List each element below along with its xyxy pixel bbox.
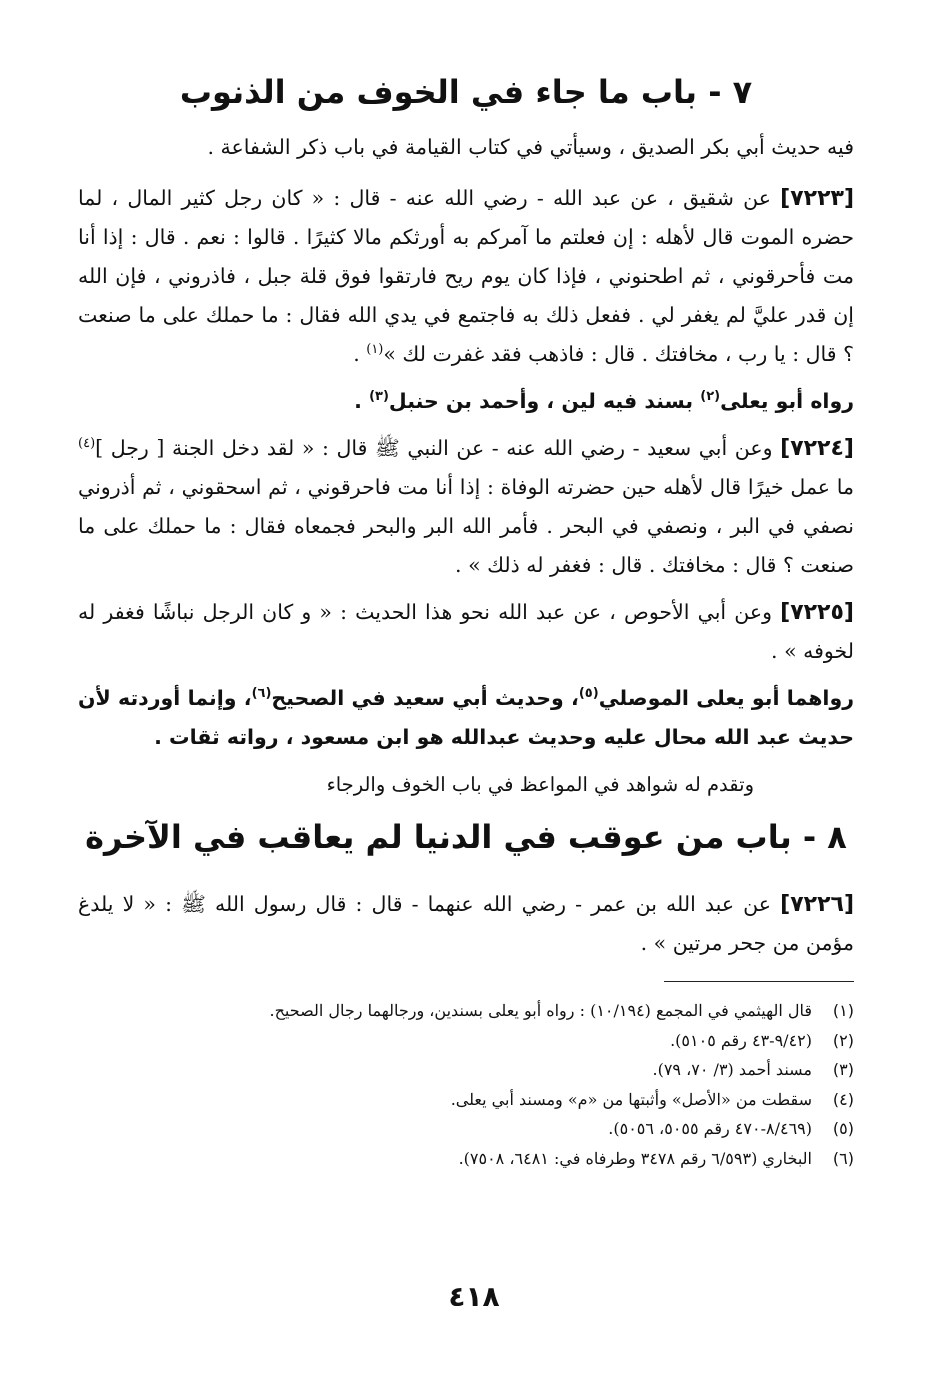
footnote — [78, 1114, 854, 1144]
hadith-number: [٧٢٢٥] — [780, 600, 854, 625]
footnote — [78, 996, 854, 1026]
footnote-divider-row — [78, 971, 854, 996]
hadith-number: [٧٢٢٣] — [780, 186, 854, 211]
footnote-number: (٦) — [832, 1148, 854, 1168]
footnote-ref: (٣) — [369, 389, 389, 405]
riwaya-text: ، وإنما أوردته لأن حديث عبد الله محال عليه وحديث عبدالله هو ابن مسعود ، رواته ثقات . — [78, 686, 854, 749]
footnote-ref: (١) — [366, 342, 384, 358]
hadith-text: وعن أبي سعيد - رضي الله عنه - عن النبي ﷺ قال : « لقد دخل الجنة [ رجل ] — [95, 436, 773, 460]
footnote — [78, 1055, 854, 1085]
footnote-number: (١) — [832, 1001, 854, 1020]
footnote-number: (٣) — [832, 1060, 854, 1079]
cross-reference-note: وتقدم له شواهد في المواعظ في باب الخوف والرجاء — [326, 773, 754, 796]
chapter-heading-8: ٨ - باب من عوقب في الدنيا لم يعاقب في الآخرة — [85, 818, 847, 856]
riwaya-end: . — [354, 389, 370, 413]
footnote-ref: (٢) — [700, 389, 721, 405]
hadith-text: عن عبد الله بن عمر - رضي الله عنهما - قال : قال رسول الله ﷺ : « لا يلدغ مؤمن من جحر مرتين » . — [78, 892, 854, 955]
hadith-end: . — [353, 342, 367, 366]
footnote-text: مسند أحمد (٣/ ٧٠، ٧٩). — [652, 1060, 812, 1079]
footnotes-list — [78, 996, 854, 1173]
footnote-ref: (٥) — [578, 686, 599, 702]
footnote — [78, 1026, 854, 1056]
footnote-text: قال الهيثمي في المجمع (١٠/١٩٤) : رواه أبو يعلى بسندين، ورجالهما رجال الصحيح. — [269, 1001, 812, 1020]
riwaya-text: رواه أبو يعلى — [720, 389, 854, 413]
page-number: ٤١٨ — [448, 1280, 500, 1313]
riwaya-text: رواهما أبو يعلى الموصلي — [598, 686, 854, 710]
footnote-divider — [664, 981, 854, 982]
footnote — [78, 1085, 854, 1115]
intro-paragraph: فيه حديث أبي بكر الصديق ، وسيأتي في كتاب القيامة في باب ذكر الشفاعة . — [207, 135, 854, 159]
footnote-number: (٥) — [832, 1119, 854, 1138]
hadith-text: ما عمل خيرًا قال لأهله حين حضرته الوفاة : إذا أنا مت فاحرقوني ، ثم اسحقوني ، ثم أذروني نصفي في البر ، ونصفي في البحر . فأمر الله البر والبحر فجمعاه فقال : ما حملك على ما صنعت ؟ قال : مخافتك . قال : فغفر له ذلك » . — [78, 475, 854, 577]
footnote-text: سقطت من «الأصل» وأثبتها من «م» ومسند أبي يعلى. — [450, 1089, 812, 1109]
hadith-7223 — [78, 179, 854, 374]
page-body — [78, 60, 854, 1173]
riwaya-text: ، وحديث أبي سعيد في الصحيح — [271, 686, 579, 710]
hadith-7224 — [78, 429, 854, 585]
riwaya-1 — [78, 382, 854, 421]
footnote-ref: (٤) — [78, 436, 96, 452]
chapter-heading-7: ٧ - باب ما جاء في الخوف من الذنوب — [179, 73, 753, 111]
footnote-number: (٢) — [832, 1030, 854, 1050]
riwaya-2 — [78, 679, 854, 757]
hadith-number: [٧٢٢٦] — [780, 892, 854, 917]
footnote-text: البخاري (٦/٥٩٣ رقم ٣٤٧٨ وطرفاه في: ٦٤٨١، ٧٥٠٨). — [458, 1148, 812, 1168]
riwaya-text: بسند فيه لين ، وأحمد بن حنبل — [388, 389, 701, 413]
footnote-text: (٨/٤٦٩-٤٧٠ رقم ٥٠٥٥، ٥٠٥٦). — [608, 1119, 812, 1138]
footnote-text: (٩/٤٢-٤٣ رقم ٥١٠٥). — [670, 1030, 812, 1050]
hadith-7225 — [78, 593, 854, 671]
hadith-number: [٧٢٢٤] — [780, 436, 854, 461]
hadith-text: وعن أبي الأحوص ، عن عبد الله نحو هذا الحديث : « و كان الرجل نباشًا فغفر له لخوفه » . — [78, 600, 854, 663]
footnote — [78, 1144, 854, 1174]
footnote-ref: (٦) — [251, 686, 272, 702]
hadith-text: عن شقيق ، عن عبد الله - رضي الله عنه - قال : « كان رجل كثير المال ، لما حضره الموت قال لأهله : إن فعلتم ما آمركم به أورثكم مالا كثيرًا . قالوا : نعم . قال : إذا أنا مت فأحرقوني ، ثم اطحنوني ، فإذا كان يوم ريح فارتقوا فوق قلة جبل ، فاذروني ، فإن الله إن قدر عليَّ لم يغفر لي . ففعل ذلك به فاجتمع في يدي الله فقال : ما حملك على ما صنعت ؟ قال : يا رب ، مخافتك . قال : فاذهب فقد غفرت لك » — [78, 186, 854, 366]
footnote-number: (٤) — [832, 1089, 854, 1109]
hadith-7226 — [78, 885, 854, 963]
